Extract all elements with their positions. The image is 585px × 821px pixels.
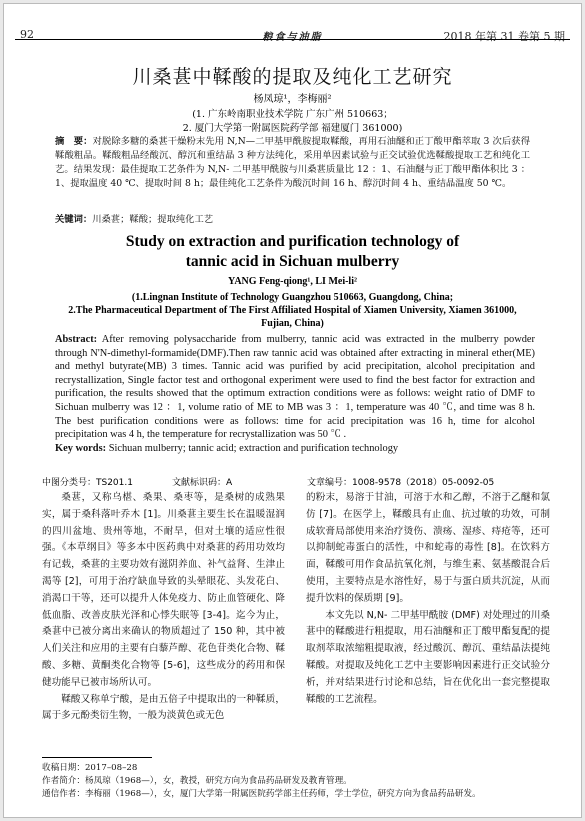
keywords-en-text: Sichuan mulberry; tannic acid; extraction and purification technology	[108, 442, 399, 454]
article-number: 文章编号：1008-9578（2018）05-0092-05	[307, 478, 495, 488]
body-paragraph: 桑葚，又称乌椹、桑果、桑枣等，是桑树的成熟果实，属于桑科落叶乔木 [1]。川桑葚主要生长在温暖湿润的四川盆地、贵州等地，不耐旱，但对土壤的适应性很强。《本草纲目》等多本中医药典中对桑葚的药用功效均有记载，桑葚的主要功效有滋阴养血、补气益肾、生津止渴等 [2]，可用于治疗缺血导致的头晕眼花、头发花白、消渴口干等，还可以提升人体免疫力、防止血管硬化、降低血脂、改善皮肤光泽和心悸失眠等 [3-4]。迄今为止，桑葚中已被分离出来确认的物质超过了 150 种，其中被人们关注和应用的主要有白藜芦醇、花色苷类化合物、鞣酸、多糖、黄酮类化合物等 [5-6]，这些成分的药用和保健功能早已被市场所认可。	[42, 492, 285, 688]
body-paragraph: 本文先以 N,N- 二甲基甲酰胺 (DMF) 对处理过的川桑葚中的鞣酸进行粗提取，用石油醚和正丁酸甲酯复配的提取剂萃取浓缩粗提取液，经过酸沉、醇沉、重结晶法提纯鞣酸。对提取及纯化工艺中主要影响因素进行正交试验分析，并对结果进行讨论和总结，旨在优化出一套完整提取鞣酸的工艺流程。	[306, 609, 551, 705]
abstract-en-text: After removing polysaccharide from mulberry, tannic acid was extracted in the mulberry powder through N'N-dimethyl-formamide(DMF).Then raw tannic acid was obtained after extracting in mineral ether(ME) and methyl butyrate(MB) 3 times. Tannic acid was purified by acid precipitation, alcohol precipitation and recrystallization, Single factor test and orthogonal experiment were used to find the best factor for extraction and purification, the results showed that the optimum extraction conditions were as follows: weight ratio of DMF to Sichuan mulberry was 12 ：1, volume ratio of ME to MB was 3 ：1, temperature was 40 ℃, and time was 8 h. The best purification conditions were as follows: time for acid precipitation was 16 h, time for alcohol precipitation was 4 h, the temperature for recrystallization was 50 ℃ .	[55, 334, 536, 441]
header-rule	[15, 39, 570, 40]
title-en-2: tannic acid in Sichuan mulberry	[185, 253, 400, 270]
body-paragraph: 的粉末，易溶于甘油，可溶于水和乙醇，不溶于乙醚和氯仿 [7]。在医学上，鞣酸具有止血、抗过敏的功效，可制成软膏局部使用来治疗烫伤、溃疡、湿疹、痔疮等，还可以抑制蛇毒蛋白的活性，中和蛇毒的毒性 [8]。在饮料方面，鞣酸可用作食品抗氧化剂，与维生素、氨基酸混合后使用，主要特点是水溶性好，易于与蛋白质共沉淀，从而提升饮料的保质期 [9]。	[306, 492, 550, 604]
keywords-cn-text: 川桑葚；鞣酸；提取纯化工艺	[92, 214, 214, 225]
affiliation-cn-2: 2. 厦门大学第一附属医院药学部 福建厦门 361000)	[182, 123, 403, 134]
running-header	[16, 26, 569, 44]
keywords-en-label: Key words:	[55, 442, 107, 454]
page-number: 92	[20, 28, 34, 41]
clc-number: 中图分类号：TS201.1	[42, 478, 133, 488]
article-meta	[42, 475, 545, 489]
affiliation-cn-1: (1. 广东岭南职业技术学院 广东广州 510663；	[192, 109, 393, 120]
body-column-right	[306, 490, 550, 708]
abstract-cn-label: 摘 要：	[55, 136, 93, 147]
authors-cn: 杨凤琼¹，李梅丽²	[253, 94, 332, 105]
affiliation-en-2: 2.The Pharmaceutical Department of The First Affiliated Hospital of Xiamen University, Xiamen 361000,	[68, 305, 517, 316]
footnote-rule	[42, 757, 152, 758]
keywords-cn-label: 关键词：	[55, 214, 93, 225]
abstract-en	[55, 333, 535, 455]
title-cn: 川桑葚中鞣酸的提取及纯化工艺研究	[132, 66, 453, 88]
footnote-corresponding: 通信作者：李梅丽（1968—），女，厦门大学第一附属医院药学部主任药师，学士学位，研究方向为食品药品研发。	[42, 789, 481, 799]
issue-info: 2018 年第 31 卷第 5 期	[443, 30, 565, 43]
abstract-cn-text: 对脱除多糖的桑葚干燥粉末先用 N,N—二甲基甲酰胺提取鞣酸，再用石油醚和正丁酸甲酯萃取 3 次后获得鞣酸粗品。鞣酸粗品经酸沉、醇沉和重结晶 3 种方法纯化，采用单因素试验与正交试验优选鞣酸提取工艺和纯化工艺。结果发现：最佳提取工艺条件为 N,N- 二甲基甲酰胺与川桑葚质量比 12 ：1、石油醚与正丁酸甲酯体积比 3 ：1、提取温度 40 ℃、提取时间 8 h；最佳纯化工艺条件为酸沉时间 16 h、醇沉时间 4 h、重结晶温度 50 ℃。	[55, 136, 530, 189]
journal-name: 粮食与油脂	[262, 32, 323, 43]
affiliation-en-3: Fujian, China)	[261, 318, 324, 329]
authors-en: YANG Feng-qiong¹, LI Mei-li²	[228, 276, 357, 287]
body-column-left	[42, 490, 285, 725]
title-en-1: Study on extraction and purification technology of	[125, 233, 460, 250]
document-code: 文献标识码：A	[172, 478, 233, 488]
abstract-cn	[55, 135, 530, 191]
affiliations-en	[10, 291, 575, 330]
footnote-received: 收稿日期：2017–08–28	[42, 763, 138, 773]
body-paragraph: 鞣酸又称单宁酸，是由五倍子中提取出的一种鞣质，属于多元酚类衍生物，一般为淡黄色或无色	[42, 693, 285, 722]
abstract-en-label: Abstract:	[55, 334, 98, 345]
keywords-cn	[55, 213, 530, 227]
footnote-author: 作者简介：杨凤琼（1968—），女，教授，研究方向为食品药品研发及教育管理。	[42, 776, 352, 786]
affiliation-en-1: (1.Lingnan Institute of Technology Guangzhou 510663, Guangdong, China;	[131, 292, 454, 303]
